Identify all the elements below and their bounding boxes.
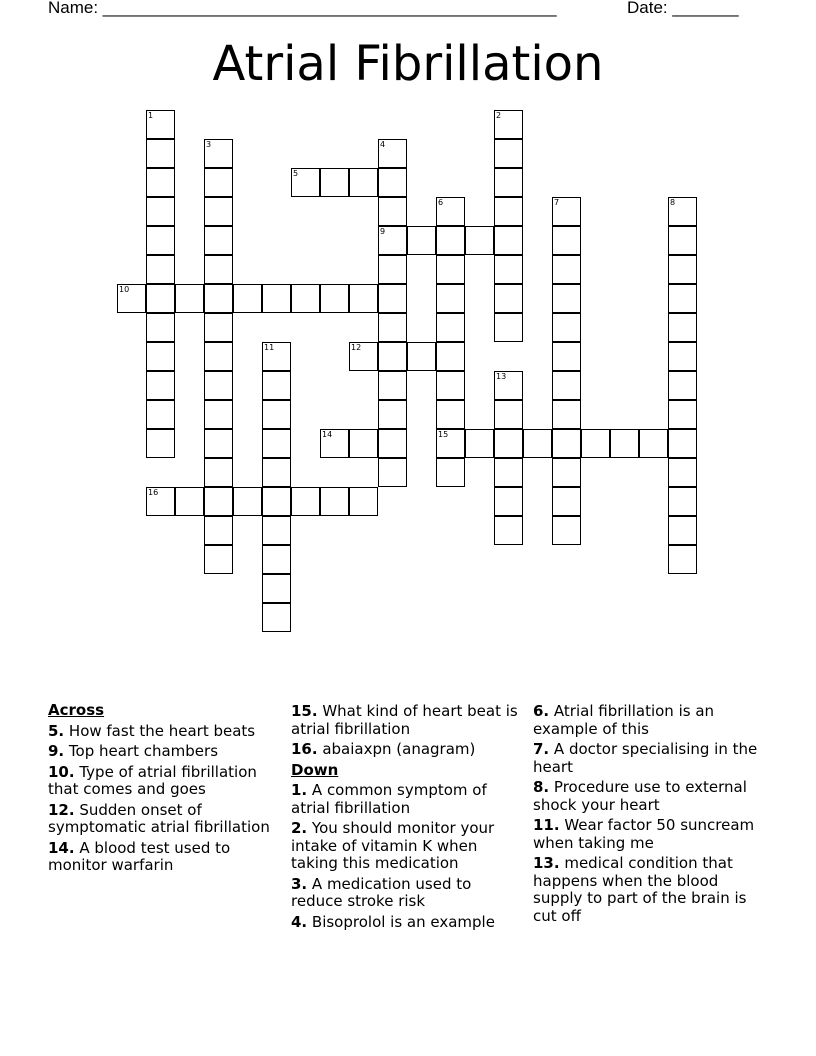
- grid-cell[interactable]: [233, 487, 262, 516]
- grid-cell[interactable]: [146, 197, 175, 226]
- grid-cell[interactable]: [552, 458, 581, 487]
- grid-cell[interactable]: [378, 197, 407, 226]
- grid-cell[interactable]: [291, 487, 320, 516]
- clue-number: 16.: [291, 740, 318, 758]
- grid-cell[interactable]: [465, 226, 494, 255]
- clue-text: Sudden onset of symptomatic atrial fibrillation: [48, 800, 270, 836]
- grid-cell[interactable]: [668, 458, 697, 487]
- clue-text: medical condition that happens when the blood supply to part of the brain is cut off: [533, 854, 747, 925]
- grid-cell[interactable]: [494, 168, 523, 197]
- grid-cell[interactable]: [204, 487, 233, 516]
- grid-cell[interactable]: [262, 342, 291, 371]
- grid-cell[interactable]: [552, 400, 581, 429]
- grid-cell[interactable]: [320, 284, 349, 313]
- grid-cell[interactable]: [494, 400, 523, 429]
- grid-cell[interactable]: [262, 458, 291, 487]
- down-clue-list: [291, 782, 521, 931]
- grid-cell[interactable]: [639, 429, 668, 458]
- clue-number: 8.: [533, 778, 550, 796]
- grid-cell[interactable]: [262, 603, 291, 632]
- grid-cell[interactable]: [668, 429, 697, 458]
- grid-cell[interactable]: [407, 342, 436, 371]
- grid-cell[interactable]: [552, 313, 581, 342]
- grid-cell[interactable]: [494, 458, 523, 487]
- clue-number-label: 3: [206, 140, 212, 149]
- clue-number: 7.: [533, 740, 550, 758]
- clue-text: Bisoprolol is an example: [307, 912, 495, 931]
- grid-cell[interactable]: [668, 255, 697, 284]
- clue-number: 11.: [533, 816, 560, 834]
- grid-cell[interactable]: [378, 313, 407, 342]
- grid-cell[interactable]: [262, 574, 291, 603]
- grid-cell[interactable]: [204, 284, 233, 313]
- grid-cell[interactable]: [523, 429, 552, 458]
- grid-cell[interactable]: [204, 197, 233, 226]
- clue-number-label: 10: [119, 285, 130, 294]
- grid-cell[interactable]: [378, 371, 407, 400]
- grid-cell[interactable]: [378, 255, 407, 284]
- down-clue-list-cont: [533, 703, 763, 925]
- clue-item: [291, 876, 521, 911]
- clue-number: 6.: [533, 702, 550, 720]
- clue-text: Wear factor 50 suncream when taking me: [533, 816, 755, 852]
- grid-cell[interactable]: [378, 400, 407, 429]
- grid-cell[interactable]: [204, 458, 233, 487]
- clues-column-2: [291, 703, 521, 934]
- clue-number-label: 8: [670, 198, 676, 207]
- grid-cell[interactable]: [581, 429, 610, 458]
- grid-cell[interactable]: [378, 168, 407, 197]
- clue-number-label: 16: [148, 488, 159, 497]
- grid-cell[interactable]: [610, 429, 639, 458]
- clue-item: [48, 723, 278, 741]
- grid-cell[interactable]: [668, 342, 697, 371]
- grid-cell[interactable]: [494, 110, 523, 139]
- grid-cell[interactable]: [146, 168, 175, 197]
- grid-cell[interactable]: [378, 342, 407, 371]
- clue-number-label: 2: [496, 111, 502, 120]
- clue-item: [48, 764, 278, 799]
- grid-cell[interactable]: [436, 313, 465, 342]
- grid-cell[interactable]: [146, 342, 175, 371]
- clue-text: A common symptom of atrial fibrillation: [291, 781, 487, 817]
- clue-number-label: 13: [496, 372, 507, 381]
- clue-number: 13.: [533, 854, 560, 872]
- clue-item: [291, 914, 521, 932]
- clue-number: 14.: [48, 838, 75, 857]
- clue-item: [291, 741, 521, 759]
- grid-cell[interactable]: [146, 139, 175, 168]
- clue-number: 4.: [291, 912, 308, 931]
- grid-cell[interactable]: [436, 400, 465, 429]
- clue-number: 1.: [291, 781, 308, 799]
- clues-column-3: [533, 703, 763, 928]
- grid-cell[interactable]: [668, 226, 697, 255]
- clue-number-label: 7: [554, 198, 560, 207]
- grid-cell[interactable]: [262, 516, 291, 545]
- date-field[interactable]: Date: _______: [627, 0, 739, 17]
- clue-number-label: 5: [293, 169, 299, 178]
- grid-cell[interactable]: [146, 400, 175, 429]
- clue-text: abaiaxpn (anagram): [317, 740, 476, 758]
- clue-item: [533, 703, 763, 738]
- clue-number: 10.: [48, 762, 75, 781]
- clue-item: [533, 779, 763, 814]
- grid-cell[interactable]: [146, 226, 175, 255]
- grid-cell[interactable]: [146, 313, 175, 342]
- grid-cell[interactable]: [668, 371, 697, 400]
- grid-cell[interactable]: [494, 226, 523, 255]
- grid-cell[interactable]: [552, 429, 581, 458]
- name-field[interactable]: Name: ________________________________________________: [48, 0, 557, 17]
- grid-cell[interactable]: [146, 284, 175, 313]
- grid-cell[interactable]: [204, 516, 233, 545]
- grid-cell[interactable]: [291, 284, 320, 313]
- grid-cell[interactable]: [233, 284, 262, 313]
- clue-item: [48, 802, 278, 837]
- grid-cell[interactable]: [349, 429, 378, 458]
- grid-cell[interactable]: [204, 313, 233, 342]
- clue-item: [533, 741, 763, 776]
- grid-cell[interactable]: [146, 371, 175, 400]
- clue-item: [533, 817, 763, 852]
- down-heading: Down: [291, 760, 339, 779]
- clue-number-label: 14: [322, 430, 333, 439]
- clue-number: 3.: [291, 874, 308, 893]
- grid-cell[interactable]: [204, 371, 233, 400]
- grid-cell[interactable]: [320, 168, 349, 197]
- grid-cell[interactable]: [552, 255, 581, 284]
- grid-cell[interactable]: [175, 487, 204, 516]
- clue-number: 5.: [48, 721, 65, 740]
- grid-cell[interactable]: [436, 284, 465, 313]
- grid-cell[interactable]: [436, 226, 465, 255]
- grid-cell[interactable]: [378, 284, 407, 313]
- clue-number-label: 6: [438, 198, 444, 207]
- grid-cell[interactable]: [552, 197, 581, 226]
- grid-cell[interactable]: [349, 284, 378, 313]
- grid-cell[interactable]: [494, 313, 523, 342]
- clue-number-label: 1: [148, 111, 154, 120]
- grid-cell[interactable]: [349, 487, 378, 516]
- clue-number-label: 4: [380, 140, 386, 149]
- grid-cell[interactable]: [552, 342, 581, 371]
- grid-cell[interactable]: [436, 458, 465, 487]
- grid-cell[interactable]: [320, 429, 349, 458]
- grid-cell[interactable]: [262, 487, 291, 516]
- clue-number: 12.: [48, 800, 75, 819]
- grid-cell[interactable]: [552, 226, 581, 255]
- clue-text: A blood test used to monitor warfarin: [48, 838, 231, 874]
- clue-item: [291, 703, 521, 738]
- grid-cell[interactable]: [146, 255, 175, 284]
- clue-number: 15.: [291, 702, 318, 720]
- grid-cell[interactable]: [436, 197, 465, 226]
- grid-cell[interactable]: [436, 429, 465, 458]
- grid-cell[interactable]: [146, 429, 175, 458]
- clue-text: A doctor specialising in the heart: [533, 740, 758, 776]
- grid-cell[interactable]: [552, 284, 581, 313]
- grid-cell[interactable]: [436, 255, 465, 284]
- clue-number-label: 11: [264, 343, 275, 352]
- grid-cell[interactable]: [204, 545, 233, 574]
- grid-cell[interactable]: [291, 168, 320, 197]
- clue-item: [291, 782, 521, 817]
- clue-text: How fast the heart beats: [64, 721, 256, 740]
- grid-cell[interactable]: [320, 487, 349, 516]
- clue-text: What kind of heart beat is atrial fibrillation: [291, 702, 518, 738]
- clue-number: 9.: [48, 742, 65, 760]
- grid-cell[interactable]: [262, 400, 291, 429]
- grid-cell[interactable]: [668, 197, 697, 226]
- clue-text: Top heart chambers: [64, 742, 219, 760]
- grid-cell[interactable]: [262, 371, 291, 400]
- grid-cell[interactable]: [668, 284, 697, 313]
- clue-item: [533, 855, 763, 925]
- grid-cell[interactable]: [146, 487, 175, 516]
- grid-cell[interactable]: [494, 516, 523, 545]
- grid-cell[interactable]: [204, 342, 233, 371]
- grid-cell[interactable]: [204, 429, 233, 458]
- grid-cell[interactable]: [378, 226, 407, 255]
- clue-text: Procedure use to external shock your heart: [533, 778, 747, 814]
- grid-cell[interactable]: [378, 139, 407, 168]
- clue-text: You should monitor your intake of vitamin K when taking this medication: [291, 819, 495, 872]
- across-clue-list-cont: [291, 703, 521, 759]
- clue-number: 2.: [291, 819, 308, 837]
- grid-cell[interactable]: [262, 429, 291, 458]
- grid-cell[interactable]: [668, 545, 697, 574]
- clues-column-1: [48, 702, 278, 878]
- grid-cell[interactable]: [436, 342, 465, 371]
- grid-cell[interactable]: [494, 284, 523, 313]
- grid-cell[interactable]: [494, 429, 523, 458]
- grid-cell[interactable]: [262, 545, 291, 574]
- clue-text: Type of atrial fibrillation that comes and goes: [48, 762, 257, 798]
- clue-item: [48, 743, 278, 761]
- grid-cell[interactable]: [378, 429, 407, 458]
- grid-cell[interactable]: [204, 255, 233, 284]
- grid-cell[interactable]: [204, 139, 233, 168]
- grid-cell[interactable]: [204, 400, 233, 429]
- across-heading: Across: [48, 701, 105, 719]
- clue-text: A medication used to reduce stroke risk: [291, 874, 472, 910]
- grid-cell[interactable]: [494, 197, 523, 226]
- grid-cell[interactable]: [349, 342, 378, 371]
- grid-cell[interactable]: [494, 487, 523, 516]
- grid-cell[interactable]: [204, 226, 233, 255]
- clue-text: Atrial fibrillation is an example of this: [533, 702, 715, 738]
- grid-cell[interactable]: [117, 284, 146, 313]
- clue-number-label: 12: [351, 343, 362, 352]
- grid-cell[interactable]: [668, 400, 697, 429]
- across-clue-list: [48, 723, 278, 875]
- grid-cell[interactable]: [668, 516, 697, 545]
- grid-cell[interactable]: [494, 255, 523, 284]
- grid-cell[interactable]: [146, 110, 175, 139]
- grid-cell[interactable]: [494, 371, 523, 400]
- grid-cell[interactable]: [494, 139, 523, 168]
- grid-cell[interactable]: [378, 458, 407, 487]
- grid-cell[interactable]: [668, 487, 697, 516]
- grid-cell[interactable]: [349, 168, 378, 197]
- page-title: Atrial Fibrillation: [212, 36, 604, 92]
- grid-cell[interactable]: [204, 168, 233, 197]
- grid-cell[interactable]: [552, 371, 581, 400]
- grid-cell[interactable]: [552, 487, 581, 516]
- clue-item: [48, 840, 278, 875]
- grid-cell[interactable]: [262, 284, 291, 313]
- clue-number-label: 15: [438, 430, 449, 439]
- grid-cell[interactable]: [436, 371, 465, 400]
- grid-cell[interactable]: [668, 313, 697, 342]
- grid-cell[interactable]: [465, 429, 494, 458]
- grid-cell[interactable]: [552, 516, 581, 545]
- clue-item: [291, 820, 521, 873]
- clue-number-label: 9: [380, 227, 386, 236]
- grid-cell[interactable]: [175, 284, 204, 313]
- grid-cell[interactable]: [407, 226, 436, 255]
